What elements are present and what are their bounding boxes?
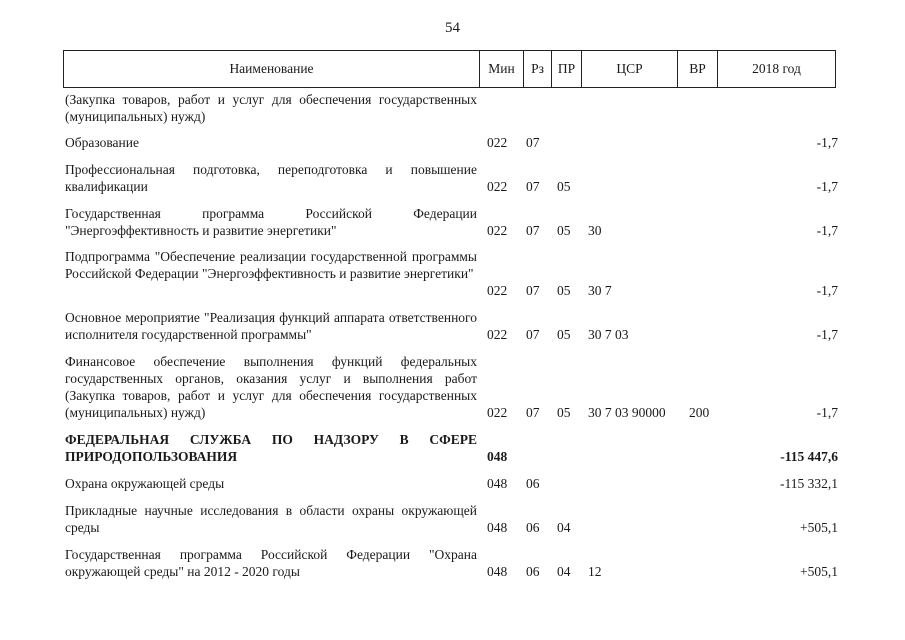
- header-min: Мин: [480, 51, 524, 87]
- row-min: 048: [487, 449, 508, 464]
- row-pr: 05: [557, 327, 571, 342]
- page-number: 54: [445, 20, 460, 36]
- row-rz: 07: [526, 405, 540, 420]
- row-min: 022: [487, 327, 508, 342]
- row-sum: -1,7: [816, 283, 838, 298]
- row-rz: 07: [526, 223, 540, 238]
- row-name: Охрана окружающей среды: [65, 476, 225, 491]
- row-sum: -1,7: [816, 135, 838, 150]
- header-vr: ВР: [678, 51, 718, 87]
- row-pr: 05: [557, 223, 571, 238]
- row-min: 048: [487, 476, 508, 491]
- row-sum: -115 332,1: [780, 476, 838, 491]
- row-rz: 06: [526, 476, 540, 491]
- row-name: Государственная программа Российской Федерации "Охрана окружающей среды" на 2012 - 2020 годы: [65, 547, 477, 579]
- row-sum: -1,7: [816, 405, 838, 420]
- row-sum: -1,7: [816, 223, 838, 238]
- header-pr: ПР: [552, 51, 582, 87]
- row-name: Образование: [65, 135, 139, 150]
- row-sum: -1,7: [816, 327, 838, 342]
- row-min: 022: [487, 179, 508, 194]
- row-rz: 07: [526, 327, 540, 342]
- row-name: Профессиональная подготовка, переподготовка и повышение квалификации: [65, 162, 477, 194]
- row-sum: -115 447,6: [780, 449, 838, 464]
- row-name: Государственная программа Российской Федерации "Энергоэффективность и развитие энергетики": [65, 206, 477, 238]
- row-rz: 07: [526, 179, 540, 194]
- header-name: Наименование: [64, 51, 480, 87]
- row-min: 022: [487, 405, 508, 420]
- row-csr: 30: [588, 223, 602, 238]
- row-name: Финансовое обеспечение выполнения функций федеральных государственных органов, оказания услуг и выполнения работ (Закупка товаров, работ и услуг для обеспечения государственных (муниципальных) нужд): [65, 354, 477, 420]
- row-vr: 200: [689, 405, 710, 420]
- row-min: 048: [487, 520, 508, 535]
- row-pr: 05: [557, 405, 571, 420]
- row-pr: 04: [557, 520, 571, 535]
- row-min: 048: [487, 564, 508, 579]
- row-csr: 30 7 03: [588, 327, 629, 342]
- row-sum: +505,1: [800, 520, 838, 535]
- row-name: Прикладные научные исследования в области охраны окружающей среды: [65, 503, 477, 535]
- header-csr: ЦСР: [582, 51, 678, 87]
- row-min: 022: [487, 135, 508, 150]
- row-csr: 30 7: [588, 283, 612, 298]
- row-name: Основное мероприятие "Реализация функций аппарата ответственного исполнителя государственной программы": [65, 310, 477, 342]
- row-rz: 06: [526, 520, 540, 535]
- row-sum: -1,7: [816, 179, 838, 194]
- row-min: 022: [487, 223, 508, 238]
- row-pr: 05: [557, 283, 571, 298]
- header-rz: Рз: [524, 51, 552, 87]
- row-rz: 07: [526, 135, 540, 150]
- row-csr: 12: [588, 564, 602, 579]
- row-pr: 04: [557, 564, 571, 579]
- row-rz: 06: [526, 564, 540, 579]
- row-pr: 05: [557, 179, 571, 194]
- header-year: 2018 год: [752, 61, 801, 76]
- row-name: Подпрограмма "Обеспечение реализации государственной программы Российской Федерации "Энергоэффективность и развитие энергетики": [65, 249, 477, 281]
- row-min: 022: [487, 283, 508, 298]
- row-name: ФЕДЕРАЛЬНАЯ СЛУЖБА ПО НАДЗОРУ В СФЕРЕ ПРИРОДОПОЛЬЗОВАНИЯ: [65, 432, 477, 464]
- row-rz: 07: [526, 283, 540, 298]
- row-name: (Закупка товаров, работ и услуг для обеспечения государственных (муниципальных) нужд): [65, 92, 477, 124]
- row-sum: +505,1: [800, 564, 838, 579]
- row-csr: 30 7 03 90000: [588, 405, 666, 420]
